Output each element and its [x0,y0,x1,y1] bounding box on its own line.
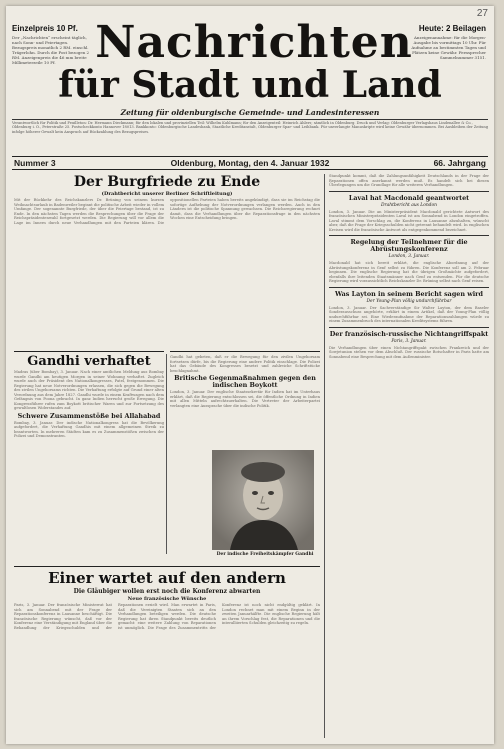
article-subhead: Schwere Zusammenstöße bei Allahabad [17,411,161,420]
right-column [329,174,489,740]
newspaper-page [6,6,494,744]
divider [329,287,489,288]
divider [329,235,489,236]
article-body: London, 3. Januar. Die an Ministerpräsident Macdonald gerichtete Antwort des französischen Ministerpräsidenten Laval ist am Sonnabend in London eingetroffen. Laval stimmt dem Vorschlag zu, die Konferenz in Lausanne abzuhalten, wünscht aber, daß die Frage der Kriegsschulden nicht getrennt behandelt wird. In englischen Kreisen wird die französische Antwort als entgegenkommend bezeichnet. [329,209,489,232]
article-headline: Gandhi verhaftet [27,354,151,369]
divider [329,191,489,192]
article-body: Standpunkt kommt, daß die Zahlungsunfähigkeit Deutschlands in der Frage der Reparationen offen anerkannt werden muß. Es handelt sich bei diesen Überlegungen um die Grundlage für alle weiteren Verhandlungen. [329,174,489,187]
divider [329,327,489,328]
dateline [12,156,488,170]
impressum: Verantwortlich für Politik und Feuilleton: Dr. Hermann Dieckmann; für den lokalen und provinziellen Teil: Wilhelm Kuhlmann; für den Anzeigenteil: Heinrich Ahlers; sämtlich in Oldenburg. Druck und Verlag: Oldenburger Verlagshaus Lindenallee & Co., Oldenburg i. O., Peterstraße 25. Postscheckkonto Hannover 18013. Bankkonto: Oldenburgische Landesbank, Staatliche Kreditanstalt, Oldenburger Spar- und Leihbank. Für unverlangte Manuskripte wird keine Gewähr übernommen. Bei Ausbleiben der Zeitung infolge höherer Gewalt kein Anspruch auf Rückzahlung des Bezugspreises. [12,119,488,149]
article-body: Paris, 3. Januar. Der französische Ministerrat hat sich am Sonnabend mit der Frage der Reparationskonferenz in Lausanne beschäftigt. Die französische Regierung wünscht, daß vor der Konferenz eine Verständigung mit England über die Behandlung der Kriegsschulden und der Reparationen erzielt wird. Man erwartet in Paris, daß die Vereinigten Staaten sich an den Verhandlungen beteiligen werden. Die deutsche Regierung hat ihren Standpunkt bereits deutlich gemacht: eine weitere Zahlung von Reparationen ist unmöglich. Die Frage des Zusammentritts der Konferenz ist noch nicht endgültig geklärt. In London rechnet man mit einem Beginn in der zweiten Januarhälfte. Die englische Regierung hält an ihrem Vorschlag fest, die Reparationen und die interalliierten Schulden gleichzeitig zu regeln. [14,603,320,630]
photo-caption: Der indische Freiheitskämpfer Gandhi [216,552,314,557]
article-gandhi-continued [170,351,320,448]
masthead-subtitle: Zeitung für oldenburgische Gemeinde- und Landesinteressen [120,108,380,117]
article-subbody: Bombay, 3. Januar. Der indische Nationalkongress hat die Bevölkerung aufgefordert, die Verhaftung Gandhis mit einem allgemeinen Streik zu beantworten. In mehreren Städten kam es zu Zusammenstößen zwischen der Polizei und Demonstranten. [14,420,164,438]
supplements-box [408,24,486,60]
article-subbody: London, 3. Januar. Der englische Staatssekretär für Indien hat im Unterhaus erklärt, daß die Regierung entschlossen sei, die öffentliche Ordnung in Indien mit allen Mitteln aufrechtzuerhalten. Die Vertreter der Arbeiterpartei verlangten eine Aussprache über die indische Politik. [170,390,320,408]
volume-number: 66. Jahrgang [433,158,486,168]
article-headline: Was Layton in seinem Bericht sagen wird [335,289,483,298]
article-kicker: Der Young-Plan völlig undurchführbar [366,298,452,304]
article-kicker: (Drahtbericht unserer Berliner Schriftleitung) [101,191,233,197]
article-body: Macdonald hat sich bereit erklärt, die englische Abordnung auf der Abrüstungskonferenz in Genf selbst zu führen. Die Konferenz soll am 2. Februar beginnen. Die englische Regierung hat die übrigen Großmächte aufgefordert, ebenfalls ihre leitenden Staatsmänner nach Genf zu entsenden. Für die deutsche Regierung wird voraussichtlich Reichskanzler Dr. Brüning selbst nach Genf reisen. [329,261,489,283]
issue-number: Nummer 3 [14,158,56,168]
single-copy-price: Einzelpreis 10 Pf. [12,24,78,33]
article-headline: Einer wartet auf den andern [48,569,286,587]
article-body: London, 3. Januar. Der Sachverständige Sir Walter Layton, der dem Baseler Sonderausschuss angehörte, erklärt in einem Artikel, daß der Young-Plan völlig undurchführbar sei. Eine Wiederaufnahme der Reparationszahlungen würde zu einem Zusammenbruch des internationalen Kreditsystems führen. [329,305,489,323]
article-headline: Regelung der Teilnehmer für die Abrüstungskonferenz [350,238,468,253]
article-kicker: Drahtbericht aus London [381,202,437,208]
article-subhead: Britische Gegenmaßnahmen gegen den indischen Boykott [174,374,316,389]
article-headline: Der Burgfriede zu Ende [73,174,261,190]
article-headline: Laval hat Macdonald geantwortet [348,193,470,202]
article-burgfriede [14,174,320,346]
article-body: Die Verhandlungen über einen Nichtangriffspakt zwischen Frankreich und der Sowjetunion stehen vor dem Abschluß. Der russische Botschafter in Paris hatte am Sonnabend eine Besprechung mit dem Außenminister. [329,345,489,359]
article-body: Gandhi hat gebeten, daß er die Bewegung für den zivilen Ungehorsam fortsetzen dürfe, bis die Regierung eine andere Politik einschlage. Die Polizei hat das Gebäude des Kongresses besetzt und zahlreiche Schriftstücke beschlagnahmt. [170,355,320,373]
article-body: Mit der Rückkehr des Reichskanzlers Dr. Brüning von seinem kurzen Weihnachtsurlaub in Badenweiler beginnt die politische Arbeit wieder in vollem Umfange. Der sogenannte Burgfriede, der über die Feiertage bestand, ist zu Ende. In den nächsten Tagen werden die Besprechungen über die Frage der Reichspräsidentenwahl fortgesetzt werden. Die Regierung will vor allem die Lage im Innern durch neue Verhandlungen mit den Parteien klären. Die oppositionellen Parteien haben bereits angekündigt, dass sie im Reichstag die sofortige Aufhebung der Notverordnungen verlangen werden. Auch in den Ländern ist die politische Spannung gewachsen. Die Reichsregierung rechnet damit, dass die Verhandlungen über die Reparationsfrage in den nächsten Wochen eine Entscheidung bringen. [14,198,320,225]
supplements-note: Anzeigenannahme: für die Morgen-Ausgabe bis vormittags 10 Uhr. Für Aufnahme an bestimmten Tagen und Plätzen keine Gewähr. Fernsprecher Sammelnummer 3151. [411,35,486,60]
price-box [12,24,90,65]
article-body: Madras (über Bombay), 3. Januar. Nach einer amtlichen Meldung aus Bombay wurde Gandhi am heutigen Morgen in seiner Wohnung verhaftet. Zugleich wurde auch der Präsident des Nationalkongresses, Patel, festgenommen. Die Regierung hat neue Notverordnungen erlassen, die sich gegen die Bewegung des zivilen Ungehorsams richten. Die Verhaftung erfolgte auf Grund einer alten Verordnung aus dem Jahre 1827. Gandhi wurde in einem Kraftwagen nach dem Gefängnis von Poona gebracht. In ganz Indien herrscht große Erregung. Die Kongressführer rufen zum Boykott britischer Waren und zur Fortsetzung des gewaltlosen Widerstandes auf. [14,370,164,410]
issue-date: Oldenburg, Montag, den 4. Januar 1932 [170,158,330,168]
article-kicker: Paris, 3. Januar. [391,338,427,344]
article-kicker: London, 3. Januar. [388,254,430,259]
article-gandhi [14,351,164,557]
article-subkicker: Neue französische Wünsche [127,596,207,602]
masthead-title-line2: für Stadt und Land [58,64,442,106]
page-number: 27 [476,8,488,19]
column-divider-mid [166,354,167,554]
supplements-notice: Heute: 2 Beilagen [418,24,486,33]
gandhi-portrait-photo [212,450,314,550]
masthead-title-line1: Nachrichten [95,17,413,68]
price-note: Der „Nachrichten“ erscheint täglich, nach Sonn- und Feiertagen. Bezugspreis monatlich 2 RM. einschl. Trägerlohn. Durch die Post bezogen 2 RM. Anzeigenpreis die 46 mm breite Millimeterzeile 10 Pf. [12,35,90,65]
article-wartet [14,566,320,739]
article-headline: Der französisch-russische Nichtangriffspakt [329,329,489,338]
portrait-illustration [212,450,314,550]
column-divider-right [324,174,325,738]
article-kicker: Die Gläubiger wollen erst noch die Konferenz abwarten [73,588,261,595]
